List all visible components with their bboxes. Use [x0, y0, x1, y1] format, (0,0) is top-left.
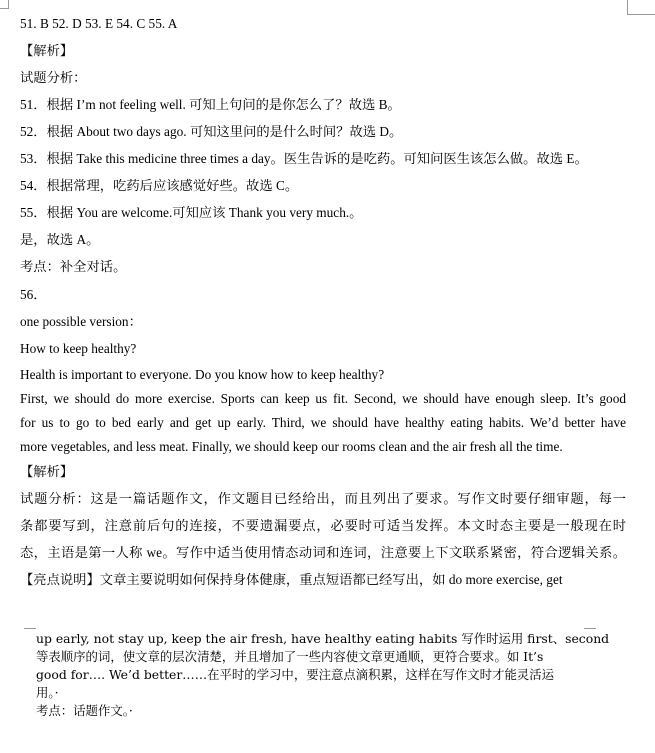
highlight-note-continued: up early, not stay up, keep the air fresh, have healthy eating habits 写作时运用 first、second: [36, 631, 610, 646]
analysis-item-53: 53．根据 Take this medicine three times a day。医生告诉的是吃药。可知问医生该怎么做。故选 E。: [20, 151, 588, 166]
knowledge-point: 考点：补全对话。: [20, 259, 127, 274]
essay-title: How to keep healthy?: [20, 341, 137, 356]
analysis-heading-2: 【解析】: [20, 464, 74, 479]
knowledge-point-2: 考点：话题作文。·: [36, 703, 133, 718]
analysis-paragraph-line: 条都要写到，注意前后句的连接，不要遗漏要点，必要时可适当发挥。本文时态主要是一般现在时: [20, 518, 626, 533]
analysis-paragraph-line: 态，主语是第一人称 we。写作中适当使用情态动词和连词，注意要上下文联系紧密，符合逻辑关系。: [20, 545, 626, 560]
essay-paragraph-line: for us to go to bed early and get up early. Third, we should have healthy eating habits. We’d better have: [20, 415, 626, 430]
section-divider-left: [24, 628, 36, 629]
highlight-note-continued: 用。·: [36, 685, 59, 700]
analysis-item-52: 52．根据 About two days ago. 可知这里问的是什么时间？故选 D。: [20, 124, 403, 139]
analysis-paragraph-line: 试题分析：这是一篇话题作文，作文题目已经给出，而且列出了要求。写作文时要仔细审题，每一: [20, 491, 626, 506]
answer-key: 51. B 52. D 53. E 54. C 55. A: [20, 16, 178, 31]
highlight-note-continued: 等表顺序的词，使文章的层次清楚，并且增加了一些内容使文章更通顺，更符合要求。如 It’s: [36, 649, 544, 664]
essay-intro: one possible version：: [20, 314, 142, 329]
highlight-note-continued: good for…. We’d better……在平时的学习中，要注意点滴积累，这样在写作文时才能灵活运: [36, 667, 555, 682]
analysis-heading: 【解析】: [20, 43, 74, 58]
analysis-item-55: 55．根据 You are welcome.可知应该 Thank you very much.。: [20, 205, 363, 220]
page-corner-mark-left: [0, 0, 9, 9]
section-divider-right: [584, 628, 596, 629]
analysis-item-55-continued: 是，故选 A。: [20, 232, 100, 247]
highlight-note: 【亮点说明】文章主要说明如何保持身体健康，重点短语都已经写出，如 do more exercise, get: [20, 572, 563, 587]
page-corner-mark-right: [627, 0, 655, 15]
question-number-56: 56．: [20, 287, 47, 302]
essay-opening: Health is important to everyone. Do you know how to keep healthy?: [20, 367, 385, 382]
essay-paragraph-line: more vegetables, and less meat. Finally, we should keep our rooms clean and the air fresh all the time.: [20, 439, 563, 454]
analysis-item-51: 51．根据 I’m not feeling well. 可知上句问的是你怎么了？故选 B。: [20, 97, 401, 112]
analysis-label: 试题分析：: [20, 70, 87, 85]
essay-paragraph-line: First, we should do more exercise. Sports can keep us fit. Second, we should have enough sleep. It’s good: [20, 391, 626, 406]
analysis-item-54: 54．根据常理，吃药后应该感觉好些。故选 C。: [20, 178, 299, 193]
